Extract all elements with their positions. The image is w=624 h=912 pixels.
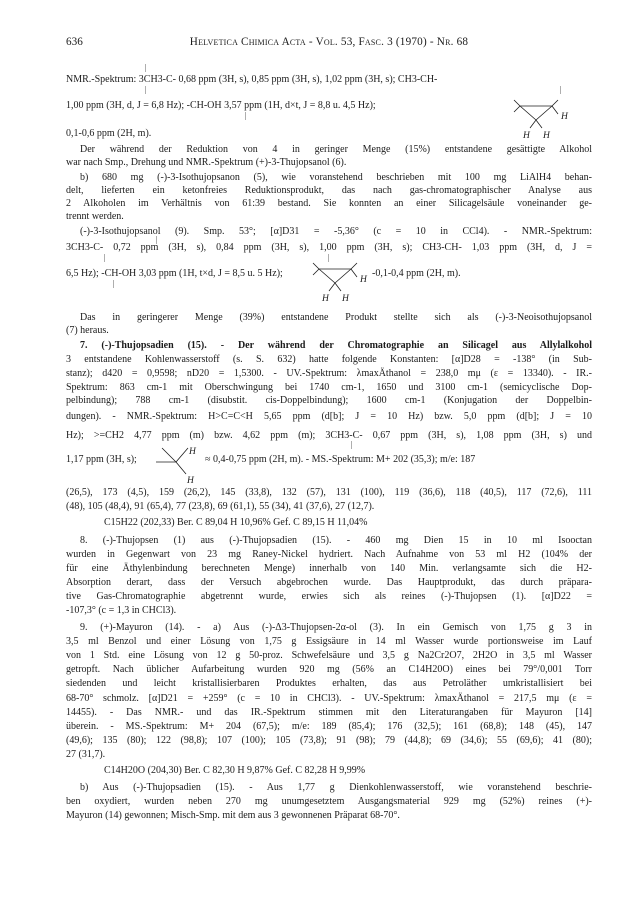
text-line: 1,17 ppm (3H, s);	[66, 454, 137, 465]
svg-text:H: H	[561, 112, 568, 122]
text-line: stanz); d420 = 0,9598; nD20 = 1,5300. - UV.-Spektrum: λmaxÄthanol = 238,0 mμ (ε = 13340). - IR.-	[66, 368, 592, 379]
text-line: pelbindung); 788 cm-1 (disubstit. cis-Doppelbindung); 1600 cm-1 (Konjugation der Doppelbin-	[66, 395, 592, 406]
text-line: getropft. Nach üblicher Aufarbeitung wurden 920 mg (56% an C14H20O) eines bei 79°/0,001 Torr	[66, 664, 592, 675]
text-line: (26,5), 173 (4,5), 159 (26,2), 145 (33,8), 132 (57), 131 (100), 119 (36,6), 118 (40,5), 117 (72,6), 111	[66, 487, 592, 498]
journal-title: Helvetica Chimica Acta - Vol. 53, Fasc. 3 (1970) - Nr. 68	[189, 36, 469, 48]
text-line: Der während der Reduktion von 4 in geringer Menge (15%) entstandene gesättigte Alkohol	[80, 144, 592, 155]
text-line: -107,3° (c = 1,3 in CHCl3).	[66, 605, 177, 616]
cyclopropane-structure	[500, 92, 580, 142]
text-line: überein. - MS.-Spektrum: M+ 204 (67,5); m/e: 189 (85,4); 176 (32,5); 161 (68,8); 148 (45), 147	[66, 721, 592, 732]
text-line: 3 entstandene Kohlenwasserstoff (s. S. 632) hatte folgende Konstanten: [α]D28 = -138° (in Sub-	[66, 354, 592, 365]
elemental-analysis: C14H20O (204,30) Ber. C 82,30 H 9,87% Gef. C 82,28 H 9,99%	[104, 765, 366, 776]
text-line: siedenden und leicht kristallisierbaren Produktes erhalten, das aus Petroläther umkristallisiert bei	[66, 678, 592, 689]
text-line: für eine Äthylenbindung berechneten Menge) innerhalb von 140 Min. verlangsamte sich die H2-	[66, 563, 592, 574]
bond-mark: |	[113, 279, 115, 288]
bond-mark: |	[145, 85, 147, 94]
text-line: von 1 Std. eine Lösung von 12 g 50-proz. Schwefelsäure und 3,5 g Na2Cr2O7, 2H2O in 3,5 ml Wasser	[66, 650, 592, 661]
text-line: b) Aus (-)-Thujopsadien (15). - Aus 1,77 g Dienkohlenwasserstoff, wie voranstehend beschrie-	[80, 782, 592, 793]
section-heading: 9. (+)-Mayuron (14). - a) Aus (-)-Δ3-Thujopsen-2α-ol (3). In ein Gemisch von 1,75 g 3 in	[80, 622, 592, 633]
bond-mark: |	[156, 235, 158, 244]
cyclopropane-structure	[305, 255, 375, 305]
text-line: 27 (31,7).	[66, 749, 106, 760]
text-line: trennt werden.	[66, 211, 124, 222]
cyclopropane-structure	[154, 440, 202, 486]
text-line: -0,1-0,4 ppm (2H, m).	[372, 268, 461, 279]
running-header	[66, 36, 592, 52]
svg-text:H: H	[189, 447, 196, 457]
svg-text:H: H	[543, 131, 550, 141]
section-heading: 8. (-)-Thujopsen (1) aus (-)-Thujopsadien (15). - 460 mg Dien 15 in 10 ml Isooctan	[80, 535, 592, 546]
svg-text:H: H	[360, 275, 367, 285]
text-line: dungen). - NMR.-Spektrum: H>C=C<H 5,65 ppm (d[b]; J = 10 Hz) bzw. 5,0 ppm (d[b]; J = 10	[66, 411, 592, 422]
text-line: ≈ 0,4-0,75 ppm (2H, m). - MS.-Spektrum: M+ 202 (35,3); m/e: 187	[205, 454, 476, 465]
bond-mark: |	[104, 253, 106, 262]
page-number: 636	[66, 36, 83, 48]
text-line: 68-70° schmolz. [α]D21 = +259° (c = 10 in CHCl3). - UV.-Spektrum: λmaxÄthanol = 217,5 mμ (ε =	[66, 693, 592, 704]
text-line: Absorption derart, dass der Versuch abgebrochen wurde. Das Hauptprodukt, das durch präpara-	[66, 577, 592, 588]
text-line: Mayuron (14) gewonnen; Misch-Smp. mit dem aus 3 gewonnenen Präparat 68-70°.	[66, 810, 400, 821]
svg-text:H: H	[342, 294, 349, 304]
text-line: wurden in Gegenwart von 23 mg Raney-Nickel hydriert. Nach Aufnahme von 53 ml H2 (104% der	[66, 549, 592, 560]
text-line: b) 680 mg (-)-3-Isothujopsanon (5), wie voranstehend beschrieben mit 100 mg LiAlH4 behan-	[80, 172, 592, 183]
text-line: Spektrum: 863 cm-1 mit Oberschwingung bei 1740 cm-1, 1650 und 3100 cm-1 (semicyclische Dop-	[66, 382, 592, 393]
bond-mark: |	[145, 63, 147, 72]
bond-mark: |	[328, 253, 330, 262]
text-line: war nach Smp., Drehung und NMR.-Spektrum (+)-3-Thujopsanol (6).	[66, 157, 347, 168]
text-line: tive Gas-Chromatographie abgetrennt wurde, erwies sich als reines (-)-Thujopsen (1). [α]D22 =	[66, 591, 592, 602]
text-line: 3CH3-C- 0,72 ppm (3H, s), 0,84 ppm (3H, s), 1,00 ppm (3H, s); CH3-CH- 1,03 ppm (3H, d, J =	[66, 242, 592, 253]
svg-text:H: H	[322, 294, 329, 304]
section-heading: 7. (-)-Thujopsadien (15). - Der während der Chromatographie an Silicagel aus Allylalkohol	[80, 340, 592, 351]
elemental-analysis: C15H22 (202,33) Ber. C 89,04 H 10,96% Gef. C 89,15 H 11,04%	[104, 517, 368, 528]
text-line: NMR.-Spektrum: 3CH3-C- 0,68 ppm (3H, s), 0,85 ppm (3H, s), 1,02 ppm (3H, s); CH3-CH-	[66, 74, 438, 85]
text-line: Das in geringerer Menge (39%) entstandene Produkt stellte sich als (-)-3-Neoisothujopsanol	[80, 312, 592, 323]
text-line: (49,6); 135 (80); 122 (98,8); 107 (100); 105 (73,8); 91 (98); 79 (44,8); 69 (34,6); 55 (69,6); 41 (80);	[66, 735, 592, 746]
text-line: (-)-3-Isothujopsanol (9). Smp. 53°; [α]D31 = -5,36° (c = 10 in CCl4). - NMR.-Spektrum:	[80, 226, 592, 237]
text-line: 1,00 ppm (3H, d, J = 6,8 Hz); -CH-OH 3,57 ppm (1H, d×t, J = 8,8 u. 4,5 Hz);	[66, 100, 376, 111]
text-line: (7) heraus.	[66, 325, 109, 336]
text-line: 2 Alkoholen im Verhältnis von 61:39 bestand. Sie konnten an einer Silicagelsäule voneinander ge-	[66, 198, 592, 209]
text-line: 0,1-0,6 ppm (2H, m).	[66, 128, 152, 139]
text-line: 14455). - Das NMR.- und das IR.-Spektrum stimmen mit den Literaturangaben für Mayuron [14]	[66, 707, 592, 718]
text-line: Hz); >=CH2 4,77 ppm (m) bzw. 4,62 ppm (m); 3CH3-C- 0,67 ppm (3H, s), 1,08 ppm (3H, s) und	[66, 430, 592, 441]
bond-mark: |	[245, 111, 247, 120]
svg-text:H: H	[523, 131, 530, 141]
text-line: delt, lieferten ein ketonfreies Reduktionsprodukt, das nach gas-chromatographischer Analyse aus	[66, 185, 592, 196]
bond-mark: |	[560, 85, 562, 94]
text-line: ben oxydiert, wurden neben 270 mg unumgesetztem Ausgangsmaterial 929 mg (52%) reines (+)-	[66, 796, 592, 807]
bond-mark: |	[351, 440, 353, 449]
text-line: 6,5 Hz); -CH-OH 3,03 ppm (1H, t×d, J = 8,5 u. 5 Hz);	[66, 268, 283, 279]
text-line: 3,5 ml Benzol und einer Lösung von 1,75 g Essigsäure in 14 ml Wasser wurde portionsweise im Lauf	[66, 636, 592, 647]
text-line: (48), 105 (48,4), 91 (65,4), 77 (23,8), 69 (61,1), 55 (34), 41 (37,6), 27 (12,7).	[66, 501, 375, 512]
svg-text:H: H	[187, 476, 194, 486]
